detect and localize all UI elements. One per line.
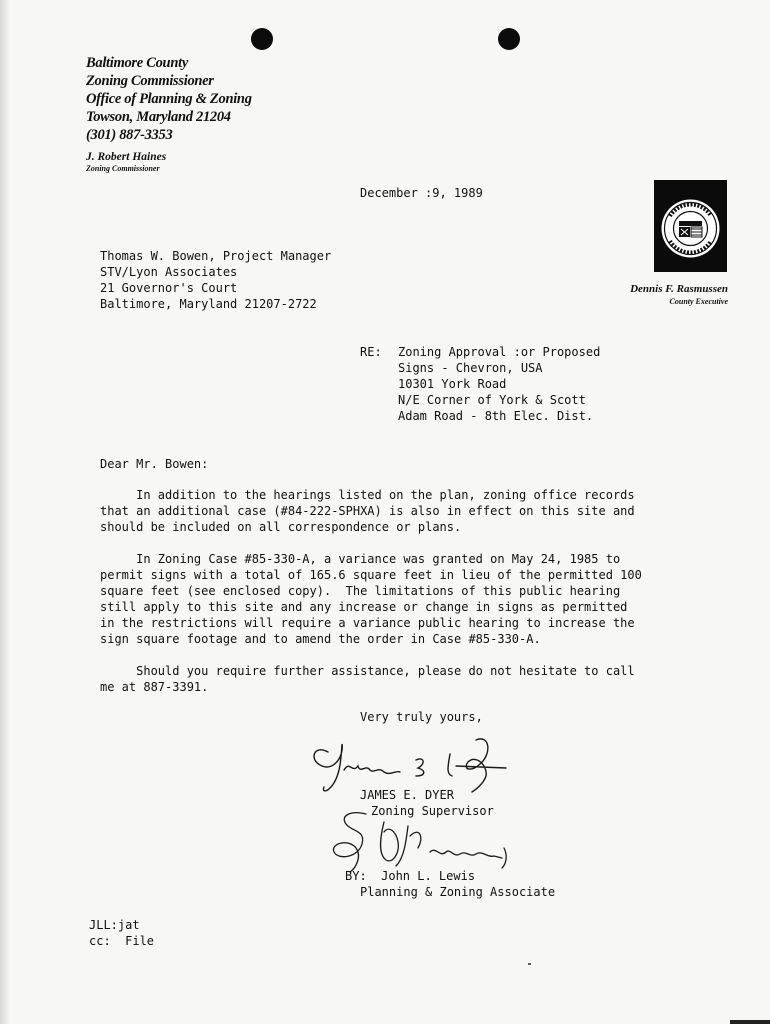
county-executive-title: County Executive <box>669 297 728 306</box>
body-line: square feet (see enclosed copy). The limitations of this public hearing <box>100 584 621 598</box>
commissioner-title: Zoning Commissioner <box>86 164 160 173</box>
letterhead-line: Towson, Maryland 21204 <box>86 109 231 125</box>
letterhead-line: Office of Planning & Zoning <box>86 91 252 107</box>
by-title: Planning & Zoning Associate <box>360 885 556 899</box>
scan-edge <box>0 0 10 1024</box>
scan-speck <box>528 963 531 965</box>
recipient-line: 21 Governor's Court <box>100 281 238 295</box>
punch-hole-left <box>251 28 273 50</box>
signer-title: Zoning Supervisor <box>371 804 494 818</box>
commissioner-block <box>86 151 166 174</box>
scan-corner-mark <box>730 1020 770 1024</box>
body-line: sign square footage and to amend the order in Case #85-330-A. <box>100 632 541 646</box>
commissioner-name: J. Robert Haines <box>86 151 167 163</box>
re-line: Zoning Approval :or Proposed <box>398 345 601 359</box>
reference-initials: JLL:jat <box>89 918 140 932</box>
punch-hole-right <box>498 28 520 50</box>
body-line: in the restrictions will require a variance public hearing to increase the <box>100 616 635 630</box>
re-line: Adam Road - 8th Elec. Dist. <box>398 409 594 423</box>
body-line: me at 887-3391. <box>100 680 209 694</box>
body-line: In addition to the hearings listed on the plan, zoning office records <box>100 488 635 502</box>
salutation: Dear Mr. Bowen: <box>100 457 209 471</box>
body-line: that an additional case (#84-222-SPHXA) is also in effect on this site and <box>100 504 635 518</box>
body-line: Should you require further assistance, please do not hesitate to call <box>100 664 635 678</box>
re-line: Signs - Chevron, USA <box>398 361 543 375</box>
re-label: RE: <box>360 345 382 359</box>
letterhead-line: Baltimore County <box>86 55 188 71</box>
cc-line: cc: File <box>89 934 155 948</box>
recipient-line: STV/Lyon Associates <box>100 265 238 279</box>
county-executive-block <box>630 283 728 307</box>
county-executive-name: Dennis F. Rasmussen <box>630 283 728 295</box>
signer-name: JAMES E. DYER <box>360 788 454 802</box>
body-line: permit signs with a total of 165.6 square feet in lieu of the permitted 100 <box>100 568 642 582</box>
body-line: still apply to this site and any increase or change in signs as permitted <box>100 600 628 614</box>
letter-date: December :9, 1989 <box>360 186 483 200</box>
county-seal-icon <box>660 198 721 259</box>
re-line: 10301 York Road <box>398 377 507 391</box>
letterhead-line: (301) 887-3353 <box>86 127 173 143</box>
letterhead-line: Zoning Commissioner <box>86 73 214 89</box>
letterhead <box>86 54 252 144</box>
closing: Very truly yours, <box>360 710 483 724</box>
body-line: should be included on all correspondence or plans. <box>100 520 462 534</box>
by-line: BY: John L. Lewis <box>345 869 476 883</box>
re-line: N/E Corner of York & Scott <box>398 393 586 407</box>
recipient-line: Thomas W. Bowen, Project Manager <box>100 249 332 263</box>
body-line: In Zoning Case #85-330-A, a variance was granted on May 24, 1985 to <box>100 552 621 566</box>
county-seal <box>654 180 727 272</box>
recipient-line: Baltimore, Maryland 21207-2722 <box>100 297 317 311</box>
